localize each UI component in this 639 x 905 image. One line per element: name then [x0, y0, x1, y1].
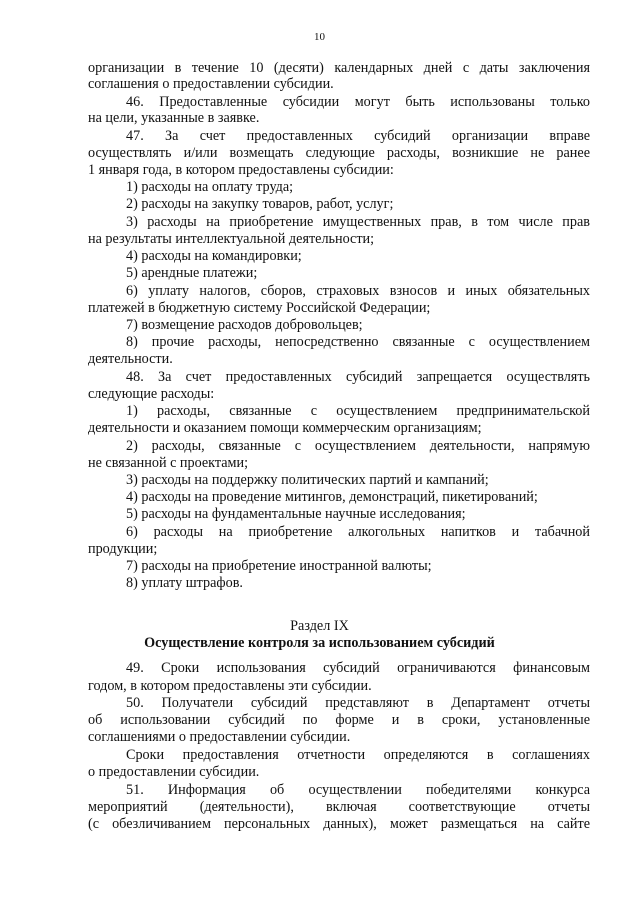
text-line: (с обезличиванием персональных данных), может размещаться на сайте — [88, 816, 590, 832]
text-line: Сроки предоставления отчетности определяются в соглашениях — [126, 747, 590, 763]
text-line: платежей в бюджетную систему Российской Федерации; — [88, 300, 431, 316]
text-line: 4) расходы на проведение митингов, демонстраций, пикетирований; — [126, 489, 538, 505]
text-line: 6) расходы на приобретение алкогольных напитков и табачной — [126, 524, 590, 540]
text-line: организации в течение 10 (десяти) календарных дней с даты заключения — [88, 60, 590, 76]
text-line: 7) возмещение расходов добровольцев; — [126, 317, 363, 333]
text-line: 49. Сроки использования субсидий ограничиваются финансовым — [126, 660, 590, 676]
text-line: об использовании субсидий по форме и в сроки, установленные — [88, 712, 590, 728]
section-number: Раздел IX — [290, 618, 349, 634]
text-line: деятельности. — [88, 351, 173, 367]
text-line: 5) расходы на фундаментальные научные исследования; — [126, 506, 466, 522]
text-line: годом, в котором предоставлены эти субсидии. — [88, 678, 372, 694]
text-line: продукции; — [88, 541, 158, 557]
text-line: на результаты интеллектуальной деятельности; — [88, 231, 375, 247]
text-line: деятельности и оказанием помощи коммерческим организациям; — [88, 420, 482, 436]
text-line: 5) арендные платежи; — [126, 265, 258, 281]
text-line: соглашениями о предоставлении субсидии. — [88, 729, 351, 745]
text-line: 50. Получатели субсидий представляют в Департамент отчеты — [126, 695, 590, 711]
text-line: 3) расходы на приобретение имущественных прав, в том числе прав — [126, 214, 590, 230]
text-line: 4) расходы на командировки; — [126, 248, 302, 264]
text-line: осуществлять и/или возмещать следующие расходы, возникшие не ранее — [88, 145, 590, 161]
text-line: соглашения о предоставлении субсидии. — [88, 76, 334, 92]
text-line: 1 января года, в котором предоставлены субсидии: — [88, 162, 394, 178]
text-line: 6) уплату налогов, сборов, страховых взносов и иных обязательных — [126, 283, 590, 299]
text-line: 47. За счет предоставленных субсидий организации вправе — [126, 128, 590, 144]
text-line: 8) уплату штрафов. — [126, 575, 243, 591]
text-line: не связанной с проектами; — [88, 455, 249, 471]
text-line: 8) прочие расходы, непосредственно связанные с осуществлением — [126, 334, 590, 350]
text-line: о предоставлении субсидии. — [88, 764, 260, 780]
page-number: 10 — [314, 31, 325, 43]
text-line: мероприятий (деятельности), включая соответствующие отчеты — [88, 799, 590, 815]
text-line: следующие расходы: — [88, 386, 215, 402]
section-title: Осуществление контроля за использованием субсидий — [144, 635, 495, 651]
text-line: 48. За счет предоставленных субсидий запрещается осуществлять — [126, 369, 590, 385]
text-line: 1) расходы на оплату труда; — [126, 179, 294, 195]
text-line: 7) расходы на приобретение иностранной валюты; — [126, 558, 432, 574]
text-line: 3) расходы на поддержку политических партий и кампаний; — [126, 472, 489, 488]
text-line: 2) расходы на закупку товаров, работ, услуг; — [126, 196, 394, 212]
text-line: 51. Информация об осуществлении победителями конкурса — [126, 782, 590, 798]
text-line: на цели, указанные в заявке. — [88, 110, 260, 126]
text-line: 2) расходы, связанные с осуществлением деятельности, напрямую — [126, 438, 590, 454]
text-line: 46. Предоставленные субсидии могут быть использованы только — [126, 94, 590, 110]
text-line: 1) расходы, связанные с осуществлением предпринимательской — [126, 403, 590, 419]
